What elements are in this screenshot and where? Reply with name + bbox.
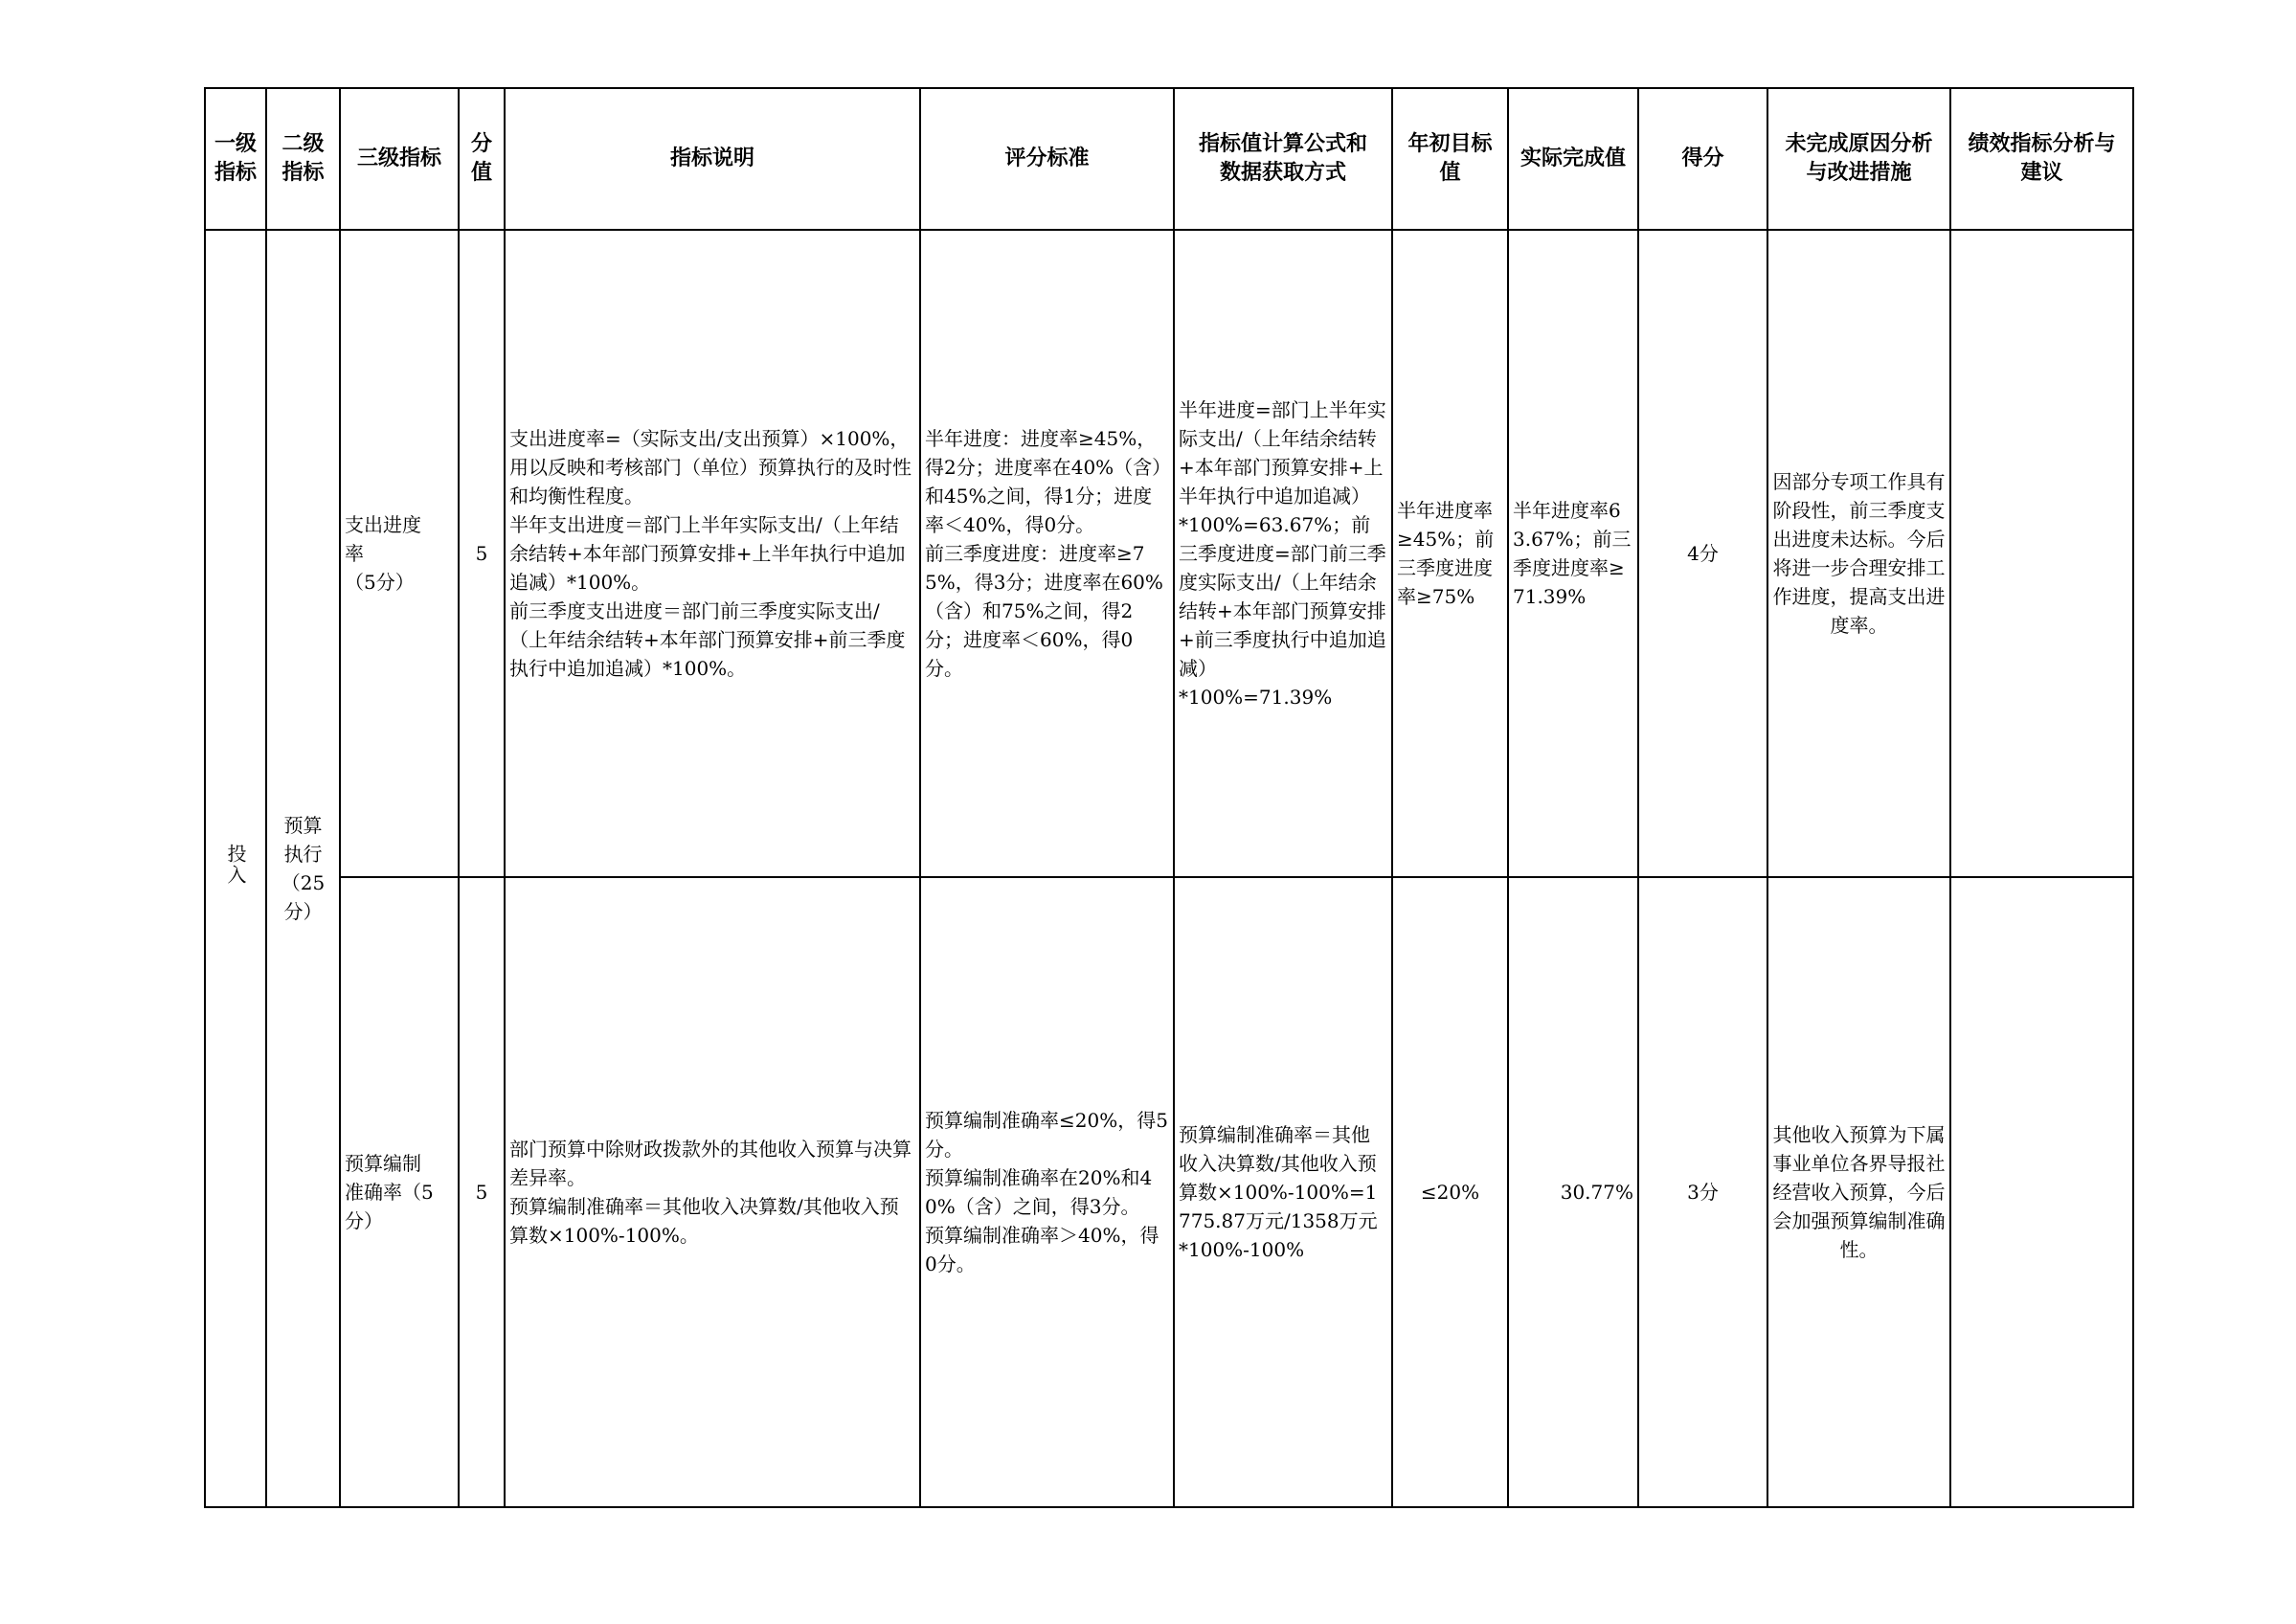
analysis — [1950, 877, 2133, 1507]
header-score: 得分 — [1638, 88, 1767, 230]
description: 部门预算中除财政拨款外的其他收入预算与决算差异率。 预算编制准确率＝其他收入决算数/其他收入预算数×100%-100%。 — [505, 877, 920, 1507]
level1-cell — [205, 230, 266, 1507]
header-level2: 二级 指标 — [266, 88, 340, 230]
analysis — [1950, 230, 2133, 877]
target-value: ≤20% — [1392, 877, 1508, 1507]
criteria: 半年进度：进度率≥45%，得2分；进度率在40%（含）和45%之间，得1分；进度率＜40%，得0分。 前三季度进度：进度率≥75%，得3分；进度率在60%（含）和75%之间，得2分；进度率＜60%，得0分。 — [920, 230, 1174, 877]
actual-value: 半年进度率63.67%；前三季度进度率≥71.39% — [1508, 230, 1638, 877]
score: 3分 — [1638, 877, 1767, 1507]
table-row — [205, 877, 2133, 1507]
header-analysis: 绩效指标分析与 建议 — [1950, 88, 2133, 230]
description: 支出进度率=（实际支出/支出预算）×100%，用以反映和考核部门（单位）预算执行的及时性和均衡性程度。 半年支出进度＝部门上半年实际支出/（上年结余结转+本年部门预算安排+上半年执行中追加追减）*100%。 前三季度支出进度＝部门前三季度实际支出/（上年结余结转+本年部门预算安排+前三季度执行中追加追减）*100%。 — [505, 230, 920, 877]
target-value: 半年进度率≥45%；前三季度进度率≥75% — [1392, 230, 1508, 877]
actual-value: 30.77% — [1508, 877, 1638, 1507]
header-target: 年初目标 值 — [1392, 88, 1508, 230]
header-description: 指标说明 — [505, 88, 920, 230]
score: 4分 — [1638, 230, 1767, 877]
header-criteria: 评分标准 — [920, 88, 1174, 230]
level3-name: 支出进度 率 （5分） — [340, 230, 459, 877]
level1-label: 投入 — [224, 844, 247, 886]
header-row — [205, 88, 2133, 230]
table-row — [205, 230, 2133, 877]
performance-table — [204, 87, 2134, 1508]
score-value: 5 — [459, 230, 505, 877]
header-score-value: 分 值 — [459, 88, 505, 230]
reason: 其他收入预算为下属事业单位各界导报社经营收入预算，今后会加强预算编制准确性。 — [1767, 877, 1950, 1507]
formula: 半年进度=部门上半年实际支出/（上年结余结转+本年部门预算安排+上半年执行中追加追减） *100%=63.67%；前三季度进度=部门前三季度实际支出/（上年结余结转+本年部门预算安排+前三季度执行中追加追减） *100%=71.39% — [1174, 230, 1392, 877]
header-level3: 三级指标 — [340, 88, 459, 230]
criteria: 预算编制准确率≤20%，得5分。 预算编制准确率在20%和40%（含）之间，得3分。 预算编制准确率＞40%，得0分。 — [920, 877, 1174, 1507]
score-value: 5 — [459, 877, 505, 1507]
reason: 因部分专项工作具有阶段性，前三季度支出进度未达标。今后将进一步合理安排工作进度，提高支出进度率。 — [1767, 230, 1950, 877]
header-actual: 实际完成值 — [1508, 88, 1638, 230]
level2-cell: 预算 执行 （25 分） — [266, 230, 340, 1507]
formula: 预算编制准确率＝其他收入决算数/其他收入预算数×100%-100%=1775.87万元/1358万元 *100%-100% — [1174, 877, 1392, 1507]
header-reason: 未完成原因分析 与改进措施 — [1767, 88, 1950, 230]
header-level1: 一级 指标 — [205, 88, 266, 230]
header-formula: 指标值计算公式和 数据获取方式 — [1174, 88, 1392, 230]
level3-name: 预算编制 准确率（5 分） — [340, 877, 459, 1507]
